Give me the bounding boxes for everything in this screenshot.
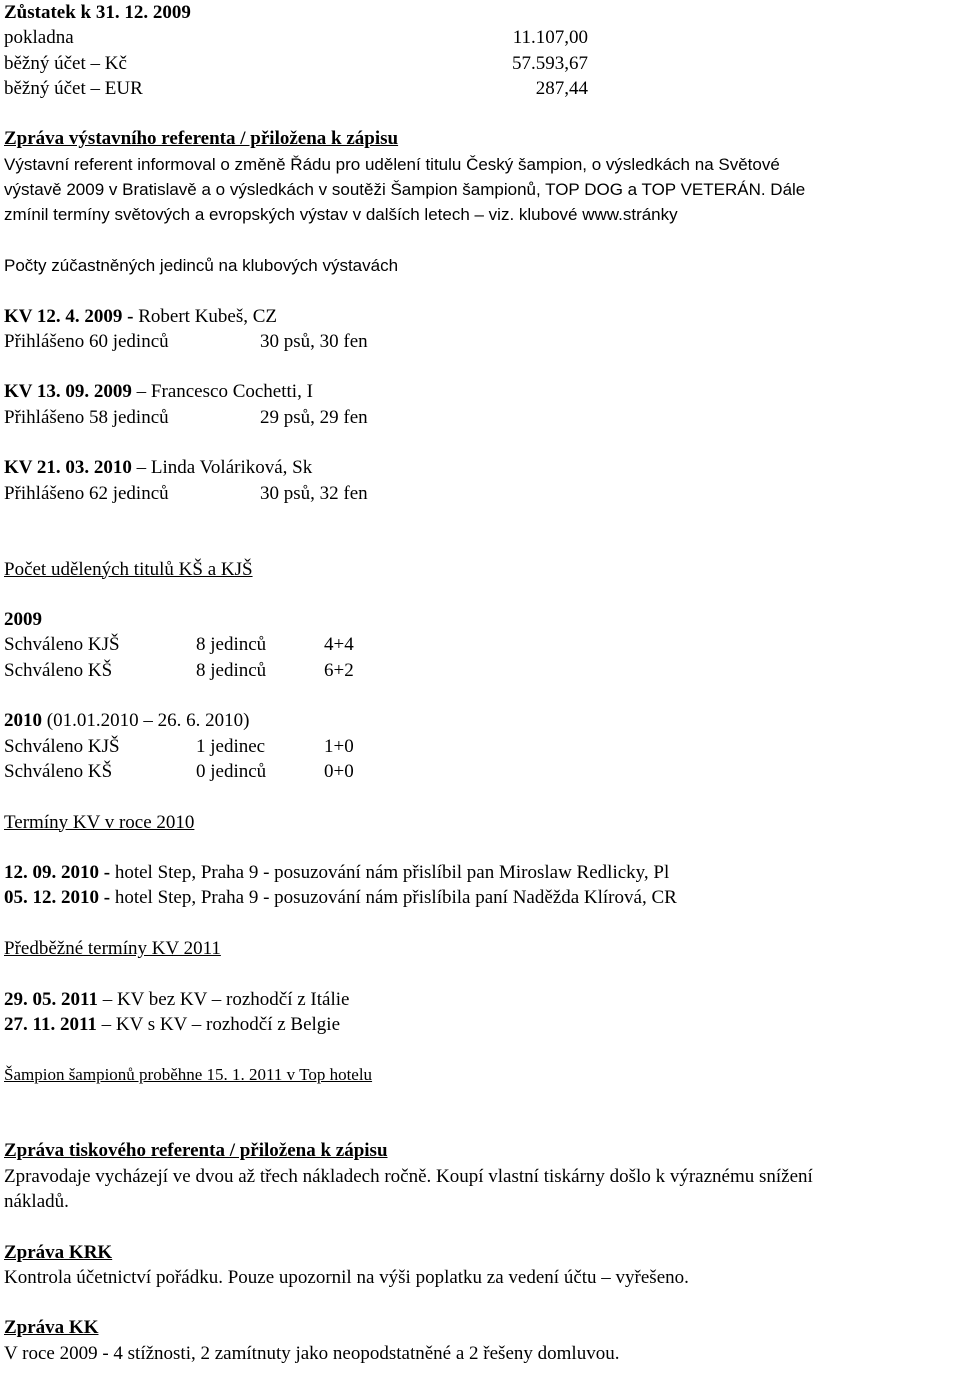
krk-report-text: Kontrola účetnictví pořádku. Pouze upozornil na výši poplatku za vedení účtu – vyřešeno.: [4, 1266, 689, 1288]
show-code: KV 12. 4. 2009 -: [4, 305, 134, 327]
balance-value: 57.593,67: [512, 52, 588, 74]
registered-count: Přihlášeno 60 jedinců: [4, 330, 169, 352]
kk-report-text: V roce 2009 - 4 stížnosti, 2 zamítnuty jako neopodstatněné a 2 řešeny domluvou.: [4, 1342, 620, 1364]
year-range: (01.01.2010 – 26. 6. 2010): [46, 710, 250, 732]
show-line: [4, 379, 956, 404]
date-text: – KV s KV – rozhodčí z Belgie: [101, 1013, 341, 1035]
show-code: KV 21. 03. 2010: [4, 457, 132, 479]
krk-report-heading: Zpráva KRK: [4, 1241, 113, 1263]
date-row: [4, 885, 956, 910]
title-count: 0 jedinců: [196, 760, 267, 782]
date-text: hotel Step, Praha 9 - posuzování nám přislíbil pan Miroslaw Redlicky, Pl: [114, 862, 670, 884]
show-registration: [4, 481, 956, 506]
balance-label: pokladna: [4, 27, 74, 49]
show-line: [4, 455, 956, 480]
year: 2010: [4, 710, 42, 732]
date-text: hotel Step, Praha 9 - posuzování nám přislíbila paní Naděžda Klírová, CR: [114, 887, 677, 909]
date: 27. 11. 2011: [4, 1013, 97, 1035]
title-label: Schváleno KŠ: [4, 659, 113, 681]
show-judge: – Francesco Cochetti, I: [136, 381, 313, 403]
title-label: Schváleno KJŠ: [4, 634, 120, 656]
title-row: [4, 632, 956, 657]
press-report-text: nákladů.: [4, 1190, 69, 1212]
date: 12. 09. 2010 -: [4, 862, 111, 884]
year-heading: [4, 708, 956, 733]
title-label: Schváleno KŠ: [4, 760, 113, 782]
sex-split: 30 psů, 30 fen: [260, 330, 368, 352]
date: 29. 05. 2011: [4, 988, 98, 1010]
year: 2009: [4, 609, 42, 631]
press-report-text: Zpravodaje vycházejí ve dvou až třech nákladech ročně. Koupí vlastní tiskárny došlo k výraznému snížení: [4, 1165, 813, 1187]
press-report-heading: Zpráva tiskového referenta / přiložena k zápisu: [4, 1140, 388, 1162]
titles-heading: Počet udělených titulů KŠ a KJŠ: [4, 558, 253, 580]
title-row: [4, 759, 956, 784]
show-report-heading: Zpráva výstavního referenta / přiložena k zápisu: [4, 128, 399, 150]
registered-count: Přihlášeno 62 jedinců: [4, 482, 169, 504]
date-row: [4, 1012, 956, 1037]
registered-count: Přihlášeno 58 jedinců: [4, 406, 169, 428]
balance-row: [4, 51, 956, 76]
title-score: 4+4: [324, 634, 354, 656]
show-report-text: Výstavní referent informoval o změně Řádu pro udělení titulu Český šampion, o výsledkách na Světové: [4, 154, 780, 174]
sex-split: 29 psů, 29 fen: [260, 406, 368, 428]
show-registration: [4, 405, 956, 430]
title-score: 6+2: [324, 659, 354, 681]
date-row: [4, 987, 956, 1012]
document-page: [4, 0, 956, 1366]
title-count: 8 jedinců: [196, 659, 267, 681]
balance-row: [4, 76, 956, 101]
balance-label: běžný účet – Kč: [4, 52, 127, 74]
title-count: 1 jedinec: [196, 735, 266, 757]
title-count: 8 jedinců: [196, 634, 267, 656]
counts-heading: Počty zúčastněných jedinců na klubových výstavách: [4, 255, 399, 275]
balance-value: 287,44: [535, 77, 588, 99]
show-judge: Robert Kubeš, CZ: [138, 305, 278, 327]
title-label: Schváleno KJŠ: [4, 735, 120, 757]
show-registration: [4, 329, 956, 354]
title-score: 0+0: [324, 760, 354, 782]
show-code: KV 13. 09. 2009: [4, 381, 132, 403]
date-row: [4, 860, 956, 885]
dates-2010-heading: Termíny KV v roce 2010: [4, 811, 195, 833]
show-judge: – Linda Voláriková, Sk: [136, 457, 313, 479]
title-row: [4, 658, 956, 683]
show-line: [4, 304, 956, 329]
balance-row: [4, 25, 956, 50]
balance-value: 11.107,00: [512, 27, 588, 49]
balance-title: Zůstatek k 31. 12. 2009: [4, 2, 191, 23]
kk-report-heading: Zpráva KK: [4, 1317, 99, 1339]
dates-2011-heading: Předběžné termíny KV 2011: [4, 937, 221, 959]
title-score: 1+0: [324, 735, 354, 757]
balance-label: běžný účet – EUR: [4, 77, 143, 99]
show-report-text: výstavě 2009 v Bratislavě a o výsledkách v soutěži Šampion šampionů, TOP DOG a TOP VETERÁN. Dále: [4, 180, 806, 200]
show-report-text: zmínil termíny světových a evropských výstav v dalších letech – viz. klubové www.stránky: [4, 205, 678, 225]
title-row: [4, 734, 956, 759]
date-text: – KV bez KV – rozhodčí z Itálie: [102, 988, 350, 1010]
champion-note: Šampion šampionů proběhne 15. 1. 2011 v Top hotelu: [4, 1065, 373, 1085]
sex-split: 30 psů, 32 fen: [260, 482, 368, 504]
year-heading: [4, 607, 956, 632]
date: 05. 12. 2010 -: [4, 887, 111, 909]
